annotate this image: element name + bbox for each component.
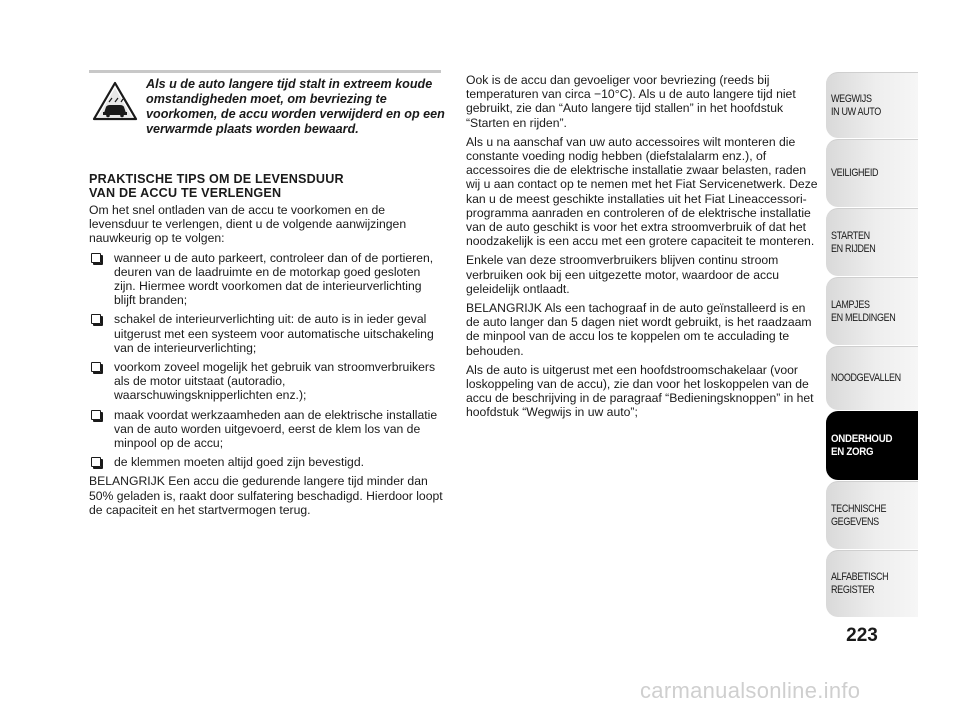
tab-label: VEILIGHEID <box>831 167 879 179</box>
list-item <box>89 251 445 308</box>
body-paragraph: Als u na aanschaf van uw auto accessoires wilt monteren die constante voeding nodig hebben (diefstalalarm enz.), of accessoires die de elektrische installatie zwaar belasten, raden wij u aan contact op te nemen met het Fiat Servicenetwerk. Deze kan u de meest geschikte installaties uit het Fiat Lineaccessori-programma aanraden en controleren of de elektrische installatie van de auto geschikt is voor het extra stroomverbruik of dat het noodzakelijk is een accu met een grotere capaciteit te monteren. <box>466 134 818 249</box>
watermark: carmanualsonline.info <box>640 678 861 703</box>
tab-technische[interactable] <box>826 481 918 549</box>
list-item <box>89 455 445 469</box>
tab-label: ALFABETISCH REGISTER <box>831 571 889 596</box>
list-item-text: voorkom zoveel mogelijk het gebruik van stroomverbruikers als de motor uitstaat (autoradio, waarschuwingsknipperlichten enz.); <box>114 360 436 403</box>
tab-label: NOODGEVALLEN <box>831 372 901 384</box>
list-item <box>89 360 445 403</box>
checkbox-bullet-icon <box>91 253 101 263</box>
body-paragraph: Als de auto is uitgerust met een hoofdstroomschakelaar (voor loskoppeling van de accu), zie dan voor het loskoppelen van de accu de beschrijving in de paragraaf “Bedieningsknoppen” in het hoofdstuk “Wegwijs in uw auto”; <box>466 362 814 420</box>
intro-paragraph: Om het snel ontladen van de accu te voorkomen en de levensduur te verlengen, dient u de volgende aanwijzingen nauwkeurig op te volgen: <box>89 203 407 246</box>
list-item-text: wanneer u de auto parkeert, controleer dan of de portieren, deuren van de laadruimte en de motorkap goed gesloten zijn. Hiermee wordt voorkomen dat de interieurverlichting blijft branden; <box>114 250 434 308</box>
checkbox-bullet-icon <box>91 410 101 420</box>
tab-label: TECHNISCHE GEGEVENS <box>831 502 887 528</box>
tab-onderhoud[interactable] <box>826 411 918 480</box>
list-item-text: de klemmen moeten altijd goed zijn bevestigd. <box>114 455 364 470</box>
warning-divider <box>89 70 441 73</box>
tab-label: WEGWIJS IN UW AUTO <box>831 92 881 118</box>
checkbox-bullet-icon <box>91 457 101 467</box>
car-warning-icon <box>92 80 138 122</box>
tab-veiligheid[interactable] <box>826 139 918 207</box>
tab-starten[interactable] <box>826 208 918 276</box>
checkbox-bullet-icon <box>91 314 101 324</box>
tab-label: LAMPJES EN MELDINGEN <box>831 298 896 324</box>
list-item-text: schakel de interieurverlichting uit: de auto is in ieder geval uitgerust met een systeem voor automatische uitschakeling van de interieurverlichting; <box>114 312 434 355</box>
tab-lampjes[interactable] <box>826 277 918 345</box>
list-item-text: maak voordat werkzaamheden aan de elektrische installatie van de auto worden uitgevoerd, eerst de klem los van de minpool op de accu; <box>114 407 438 451</box>
body-paragraph: BELANGRIJK Als een tachograaf in de auto geïnstalleerd is en de auto langer dan 5 dagen niet wordt gebruikt, is het raadzaam de minpool van de accu los te koppelen om te acculading te behouden. <box>466 301 812 358</box>
section-heading-line-2: VAN DE ACCU TE VERLENGEN <box>89 186 282 200</box>
tab-label: ONDERHOUD EN ZORG <box>831 433 893 458</box>
page-number: 223 <box>846 625 878 646</box>
section-heading-line-1: PRAKTISCHE TIPS OM DE LEVENSDUUR <box>89 172 344 186</box>
closing-paragraph: BELANGRIJK Een accu die gedurende langere tijd minder dan 50% geladen is, raakt door sulfatering beschadigd. Hierdoor loopt de capaciteit en het startvermogen terug. <box>89 474 443 517</box>
right-column <box>466 73 818 425</box>
list-item <box>89 408 445 451</box>
tab-noodgevallen[interactable] <box>826 346 918 410</box>
left-column <box>89 172 445 522</box>
body-paragraph: Enkele van deze stroomverbruikers blijven continu stroom verbruiken ook bij een uitgezette motor, waardoor de accu geleidelijk ontlaadt. <box>466 253 779 296</box>
tab-alfabetisch[interactable] <box>826 550 918 617</box>
warning-text: Als u de auto langere tijd stalt in extreem koude omstandigheden moet, om bevriezing te voorkomen, de accu worden verwijderd en op een verwarmde plaats worden bewaard. <box>146 77 445 136</box>
checkbox-bullet-icon <box>91 362 101 372</box>
tab-label: STARTEN EN RIJDEN <box>831 229 876 255</box>
list-item <box>89 312 445 355</box>
body-paragraph: Ook is de accu dan gevoeliger voor bevriezing (reeds bij temperaturen van circa −10°C). Als u de auto langere tijd niet gebruikt, zie dan “Auto langere tijd stallen” in het hoofdstuk “Starten en rijden”. <box>466 73 796 130</box>
tab-wegwijs[interactable] <box>826 72 918 138</box>
section-heading <box>89 172 445 200</box>
